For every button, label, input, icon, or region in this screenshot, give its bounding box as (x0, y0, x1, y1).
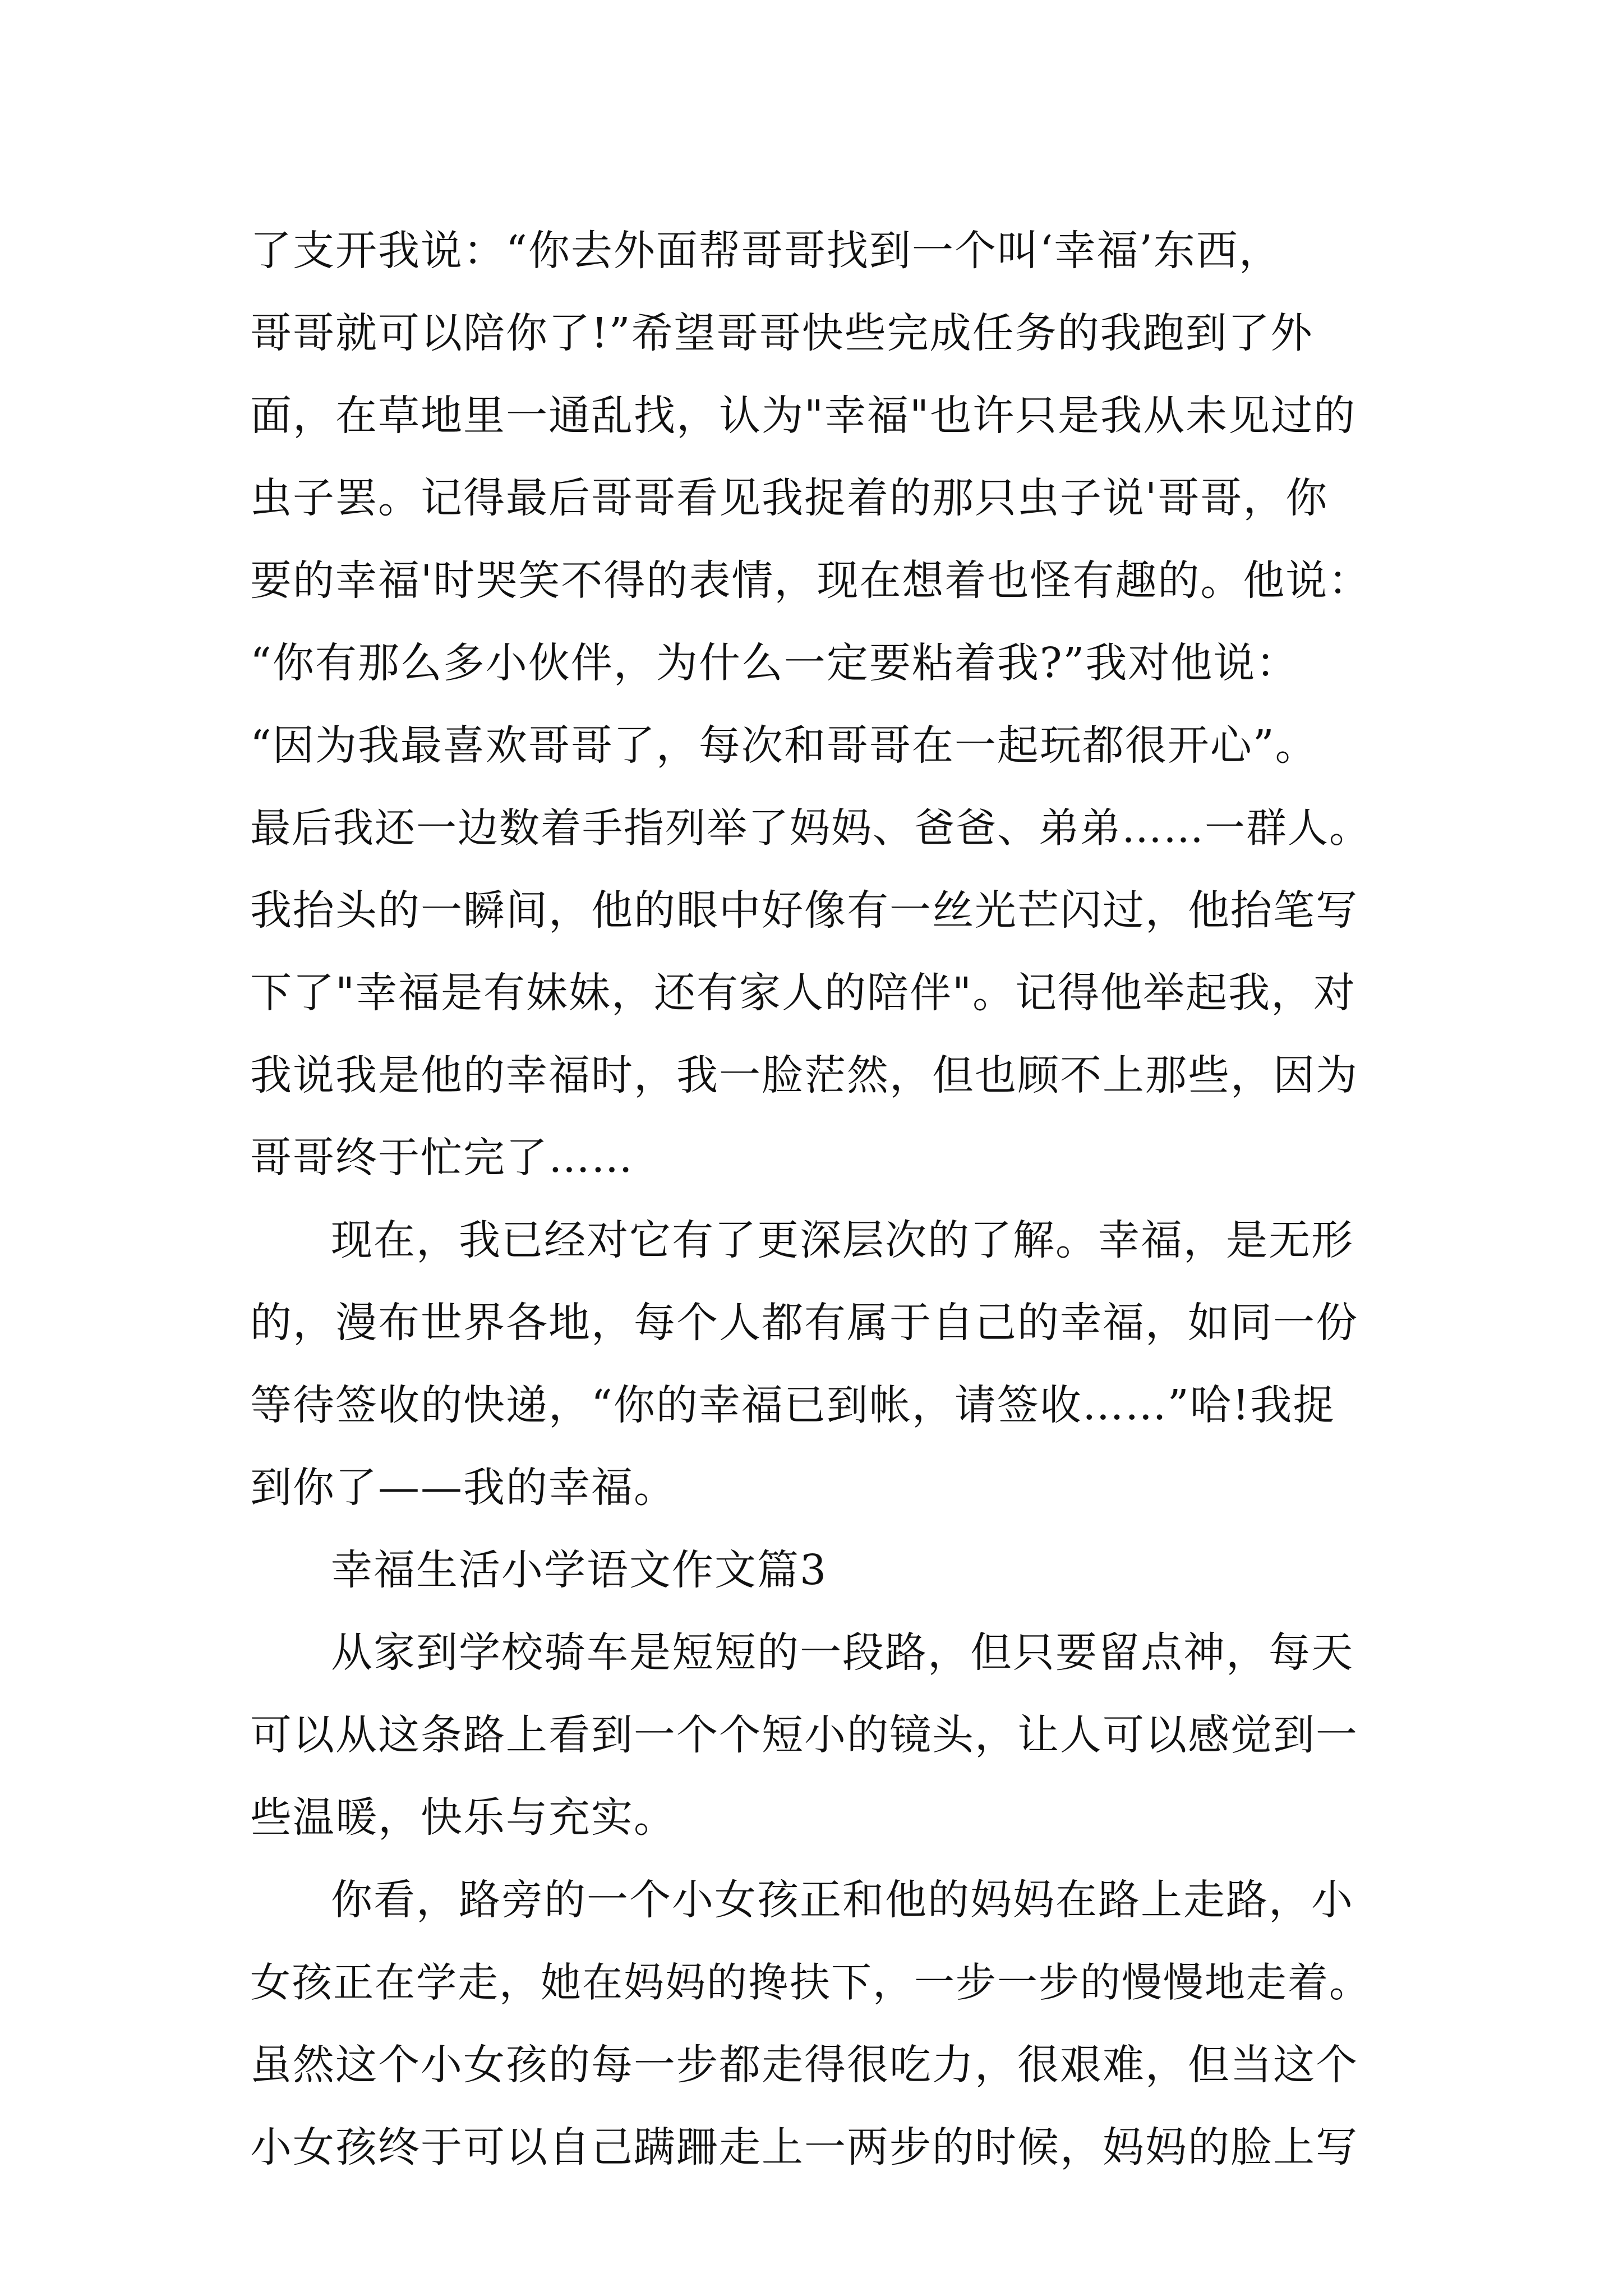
paragraph-first-line: 从家到学校骑车是短短的一段路，但只要留点神，每天 (331, 1628, 1354, 1677)
text-line: 最后我还一边数着手指列举了妈妈、爸爸、弟弟……一群人。 (250, 804, 1371, 852)
text-line: 面，在草地里一通乱找，认为"幸福"也许只是我从未见过的 (250, 392, 1357, 440)
text-line: 哥哥终于忙完了…… (250, 1134, 634, 1182)
text-line: 等待签收的快递，“你的幸福已到帐，请签收……”哈!我捉 (250, 1381, 1336, 1429)
text-line: 我说我是他的幸福时，我一脸茫然，但也顾不上那些，因为 (250, 1051, 1358, 1099)
section-heading: 幸福生活小学语文作文篇3 (331, 1546, 828, 1594)
text-line: 小女孩终于可以自己蹒跚走上一两步的时候，妈妈的脸上写 (250, 2123, 1358, 2171)
text-line: “因为我最喜欢哥哥了，每次和哥哥在一起玩都很开心”。 (250, 721, 1318, 770)
text-line: 些温暖，快乐与充实。 (250, 1793, 676, 1842)
text-line: 虫子罢。记得最后哥哥看见我捉着的那只虫子说'哥哥，你 (250, 474, 1329, 522)
text-line: 我抬头的一瞬间，他的眼中好像有一丝光芒闪过，他抬笔写 (250, 886, 1358, 935)
text-line: 可以从这条路上看到一个个短小的镜头，让人可以感觉到一 (250, 1711, 1358, 1759)
text-line: 女孩正在学走，她在妈妈的搀扶下，一步一步的慢慢地走着。 (250, 1959, 1371, 2006)
text-line: 虽然这个小女孩的每一步都走得很吃力，很艰难，但当这个 (250, 2041, 1358, 2089)
text-line: 到你了——我的幸福。 (250, 1464, 676, 1512)
text-line: 的，漫布世界各地，每个人都有属于自己的幸福，如同一份 (250, 1299, 1358, 1347)
text-line: 要的幸福'时哭笑不得的表情，现在想着也怪有趣的。他说： (250, 556, 1371, 605)
text-line: 了支开我说：“你去外面帮哥哥找到一个叫‘幸福’东西， (250, 227, 1281, 275)
paragraph-first-line: 现在，我已经对它有了更深层次的了解。幸福，是无形 (331, 1216, 1354, 1264)
text-line: “你有那么多小伙伴，为什么一定要粘着我?”我对他说： (250, 639, 1299, 687)
text-line: 下了"幸福是有妹妹，还有家人的陪伴"。记得他举起我，对 (250, 969, 1357, 1017)
paragraph-first-line: 你看，路旁的一个小女孩正和他的妈妈在路上走路，小 (331, 1876, 1354, 1924)
text-line: 哥哥就可以陪你了!”希望哥哥快些完成任务的我跑到了外 (250, 309, 1313, 357)
